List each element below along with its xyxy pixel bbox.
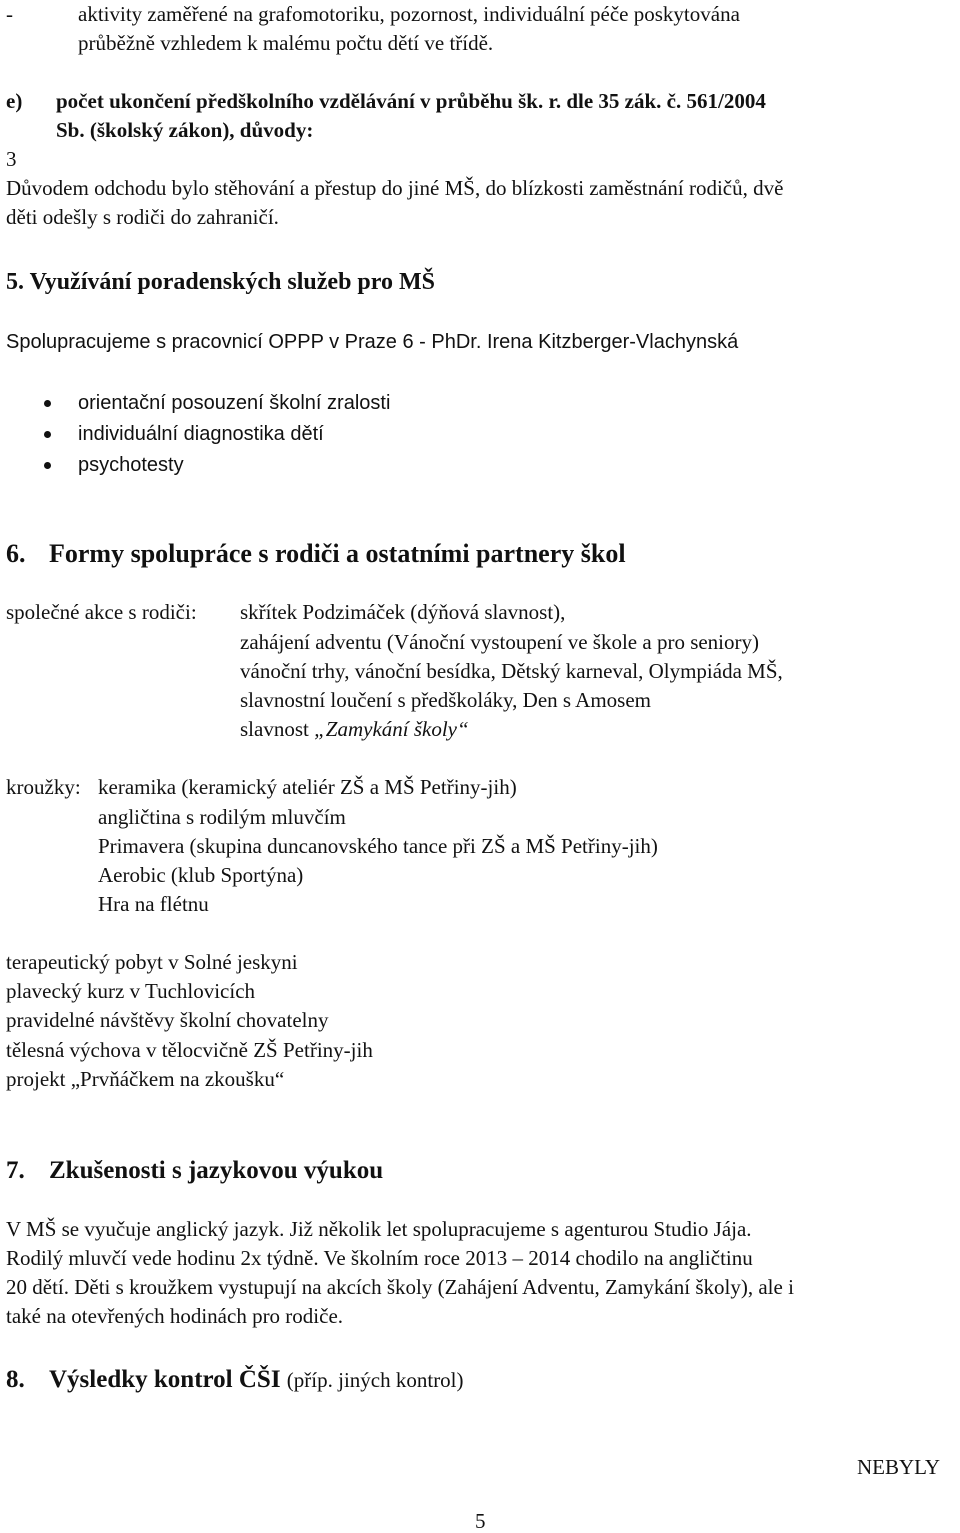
slavnost-name: „Zamykání školy“ — [314, 717, 469, 741]
intro-line-1: aktivity zaměřené na grafomotoriku, pozornost, individuální péče poskytována — [78, 2, 740, 26]
section-6-title: Formy spolupráce s rodiči a ostatními partnery škol — [49, 539, 626, 568]
service-item: psychotesty — [78, 454, 184, 476]
section-8-number: 8. — [6, 1366, 25, 1393]
section-7-number: 7. — [6, 1157, 25, 1184]
akce-item: zahájení adventu (Vánoční vystoupení ve škole a pro seniory) — [240, 630, 760, 654]
akce-label: společné akce s rodiči: — [6, 600, 197, 624]
section-e-line-2: Sb. (školský zákon), důvody: — [56, 118, 314, 142]
krouzek-item: angličtina s rodilým mluvčím — [98, 805, 346, 829]
akce-item: vánoční trhy, vánoční besídka, Dětský karneval, Olympiáda MŠ, — [240, 659, 783, 683]
activity-line: tělesná výchova v tělocvičně ZŠ Petřiny-jih — [6, 1038, 373, 1062]
akce-item: slavnostní loučení s předškoláky, Den s Amosem — [240, 688, 652, 712]
section-e-count: 3 — [6, 147, 17, 171]
activity-line: projekt „Prvňáčkem na zkoušku“ — [6, 1067, 285, 1091]
section-e-marker: e) — [6, 89, 23, 113]
section-5-heading: 5. Využívání poradenských služeb pro MŠ — [6, 269, 435, 295]
krouzek-item: Hra na flétnu — [98, 892, 209, 916]
intro-line-2: průběžně vzhledem k malému počtu dětí ve třídě. — [78, 31, 494, 55]
activity-line: pravidelné návštěvy školní chovatelny — [6, 1008, 329, 1032]
section-e-reason-2: děti odešly s rodiči do zahraničí. — [6, 205, 279, 229]
krouzek-item: Aerobic (klub Sportýna) — [98, 863, 304, 887]
bullet-dot-icon — [44, 431, 51, 438]
section-8-title: Výsledky kontrol ČŠI — [49, 1366, 281, 1393]
slavnost-word: slavnost — [240, 717, 309, 741]
section-e-reason-1: Důvodem odchodu bylo stěhování a přestup do jiné MŠ, do blízkosti zaměstnání rodičů, dvě — [6, 176, 784, 200]
section-7-line: také na otevřených hodinách pro rodiče. — [6, 1304, 344, 1328]
page-number: 5 — [475, 1509, 486, 1533]
service-item: orientační posouzení školní zralosti — [78, 392, 391, 414]
section-5-intro: Spolupracujeme s pracovnicí OPPP v Praze 6 - PhDr. Irena Kitzberger-Vlachynská — [6, 331, 739, 353]
activity-line: plavecký kurz v Tuchlovicích — [6, 979, 256, 1003]
section-8-subtitle: (příp. jiných kontrol) — [286, 1368, 464, 1392]
krouzek-item: Primavera (skupina duncanovského tance při ZŠ a MŠ Petřiny-jih) — [98, 834, 658, 858]
section-7-line: V MŠ se vyučuje anglický jazyk. Již několik let spolupracujeme s agenturou Studio Jája. — [6, 1217, 752, 1241]
krouzek-item: keramika (keramický ateliér ZŠ a MŠ Petřiny-jih) — [98, 775, 517, 799]
section-8-heading — [49, 1367, 464, 1392]
krouzky-label: kroužky: — [6, 775, 81, 799]
bullet-dot-icon — [44, 400, 51, 407]
section-e-line-1: počet ukončení předškolního vzdělávání v průběhu šk. r. dle 35 zák. č. 561/2004 — [56, 89, 766, 113]
service-item: individuální diagnostika dětí — [78, 423, 324, 445]
activity-line: terapeutický pobyt v Solné jeskyni — [6, 950, 298, 974]
akce-item-slavnost — [240, 719, 469, 740]
bullet-dot-icon — [44, 462, 51, 469]
section-7-title: Zkušenosti s jazykovou výukou — [49, 1157, 384, 1184]
section-6-number: 6. — [6, 539, 26, 568]
section-7-line: 20 dětí. Děti s kroužkem vystupují na akcích školy (Zahájení Adventu, Zamykání školy), ale i — [6, 1275, 794, 1299]
dash-marker: - — [6, 2, 13, 26]
inspection-status: NEBYLY — [857, 1455, 941, 1479]
akce-item: skřítek Podzimáček (dýňová slavnost), — [240, 600, 566, 624]
section-7-line: Rodilý mluvčí vede hodinu 2x týdně. Ve školním roce 2013 – 2014 chodilo na angličtinu — [6, 1246, 753, 1270]
